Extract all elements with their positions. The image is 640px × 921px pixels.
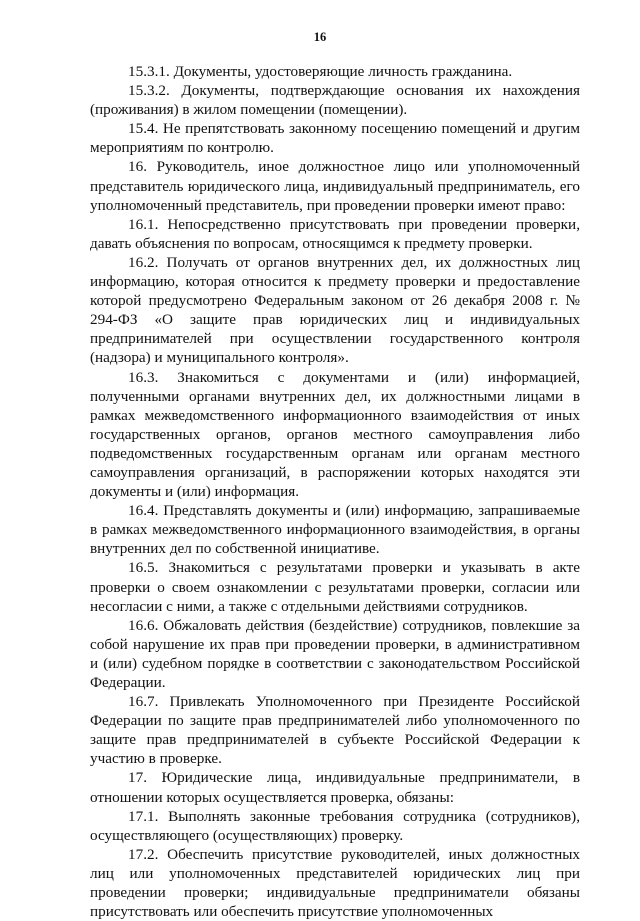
paragraph-17-2: 17.2. Обеспечить присутствие руководителей, иных должностных лиц или уполномоченных представителей юридических лиц при проведении проверки; индивидуальные предприниматели обязаны присутствовать или обеспечить присутствие уполномоченных xyxy=(90,845,580,921)
paragraph-16-7: 16.7. Привлекать Уполномоченного при Президенте Российской Федерации по защите прав предпринимателей либо уполномоченного по защите прав предпринимателей в субъекте Российской Федерации к участию в проверке. xyxy=(90,693,580,768)
paragraph-16-6: 16.6. Обжаловать действия (бездействие) сотрудников, повлекшие за собой нарушение их прав при проведении проверки, в административном и (или) судебном порядке в соответствии с законодательством Российской Федерации. xyxy=(90,616,580,691)
paragraph-16-1: 16.1. Непосредственно присутствовать при проведении проверки, давать объяснения по вопросам, относящимся к предмету проверки. xyxy=(90,215,580,252)
paragraph-15-4: 15.4. Не препятствовать законному посещению помещений и другим мероприятиям по контролю. xyxy=(90,120,580,157)
paragraph-16-3: 16.3. Знакомиться с документами и (или) информацией, полученными органами внутренних дел, их должностными лицами в рамках межведомственного информационного взаимодействия от иных государственных органов, органов местного самоуправления либо подведомственных государственным органам или органам местного самоуправления организаций, в распоряжении которых находятся эти документы и (или) информация. xyxy=(90,368,580,501)
page-number: 16 xyxy=(313,30,327,44)
paragraph-17: 17. Юридические лица, индивидуальные предприниматели, в отношении которых осуществляется проверка, обязаны: xyxy=(90,769,580,806)
document-text xyxy=(90,62,580,921)
paragraph-16-4: 16.4. Представлять документы и (или) информацию, запрашиваемые в рамках межведомственного информационного взаимодействия, в органы внутренних дел по собственной инициативе. xyxy=(90,502,580,558)
paragraph-16-2: 16.2. Получать от органов внутренних дел, их должностных лиц информацию, которая относится к предмету проверки и предоставление которой предусмотрено Федеральным законом от 26 декабря 2008 г. № 294-ФЗ «О защите прав юридических лиц и индивидуальных предпринимателей при осуществлении государственного контроля (надзора) и муниципального контроля». xyxy=(90,253,580,367)
paragraph-17-1: 17.1. Выполнять законные требования сотрудника (сотрудников), осуществляющего (осуществляющих) проверку. xyxy=(90,807,580,844)
paragraph-15-3-1: 15.3.1. Документы, удостоверяющие личность гражданина. xyxy=(128,63,513,80)
paragraph-15-3-2: 15.3.2. Документы, подтверждающие основания их нахождения (проживания) в жилом помещении (помещении). xyxy=(90,82,580,119)
paragraph-16: 16. Руководитель, иное должностное лицо или уполномоченный представитель юридического лица, индивидуальный предприниматель, его уполномоченный представитель, при проведении проверки имеют право: xyxy=(90,158,580,214)
paragraph-16-5: 16.5. Знакомиться с результатами проверки и указывать в акте проверки о своем ознакомлении с результатами проверки, согласии или несогласии с ними, а также с отдельными действиями сотрудников. xyxy=(90,559,580,615)
